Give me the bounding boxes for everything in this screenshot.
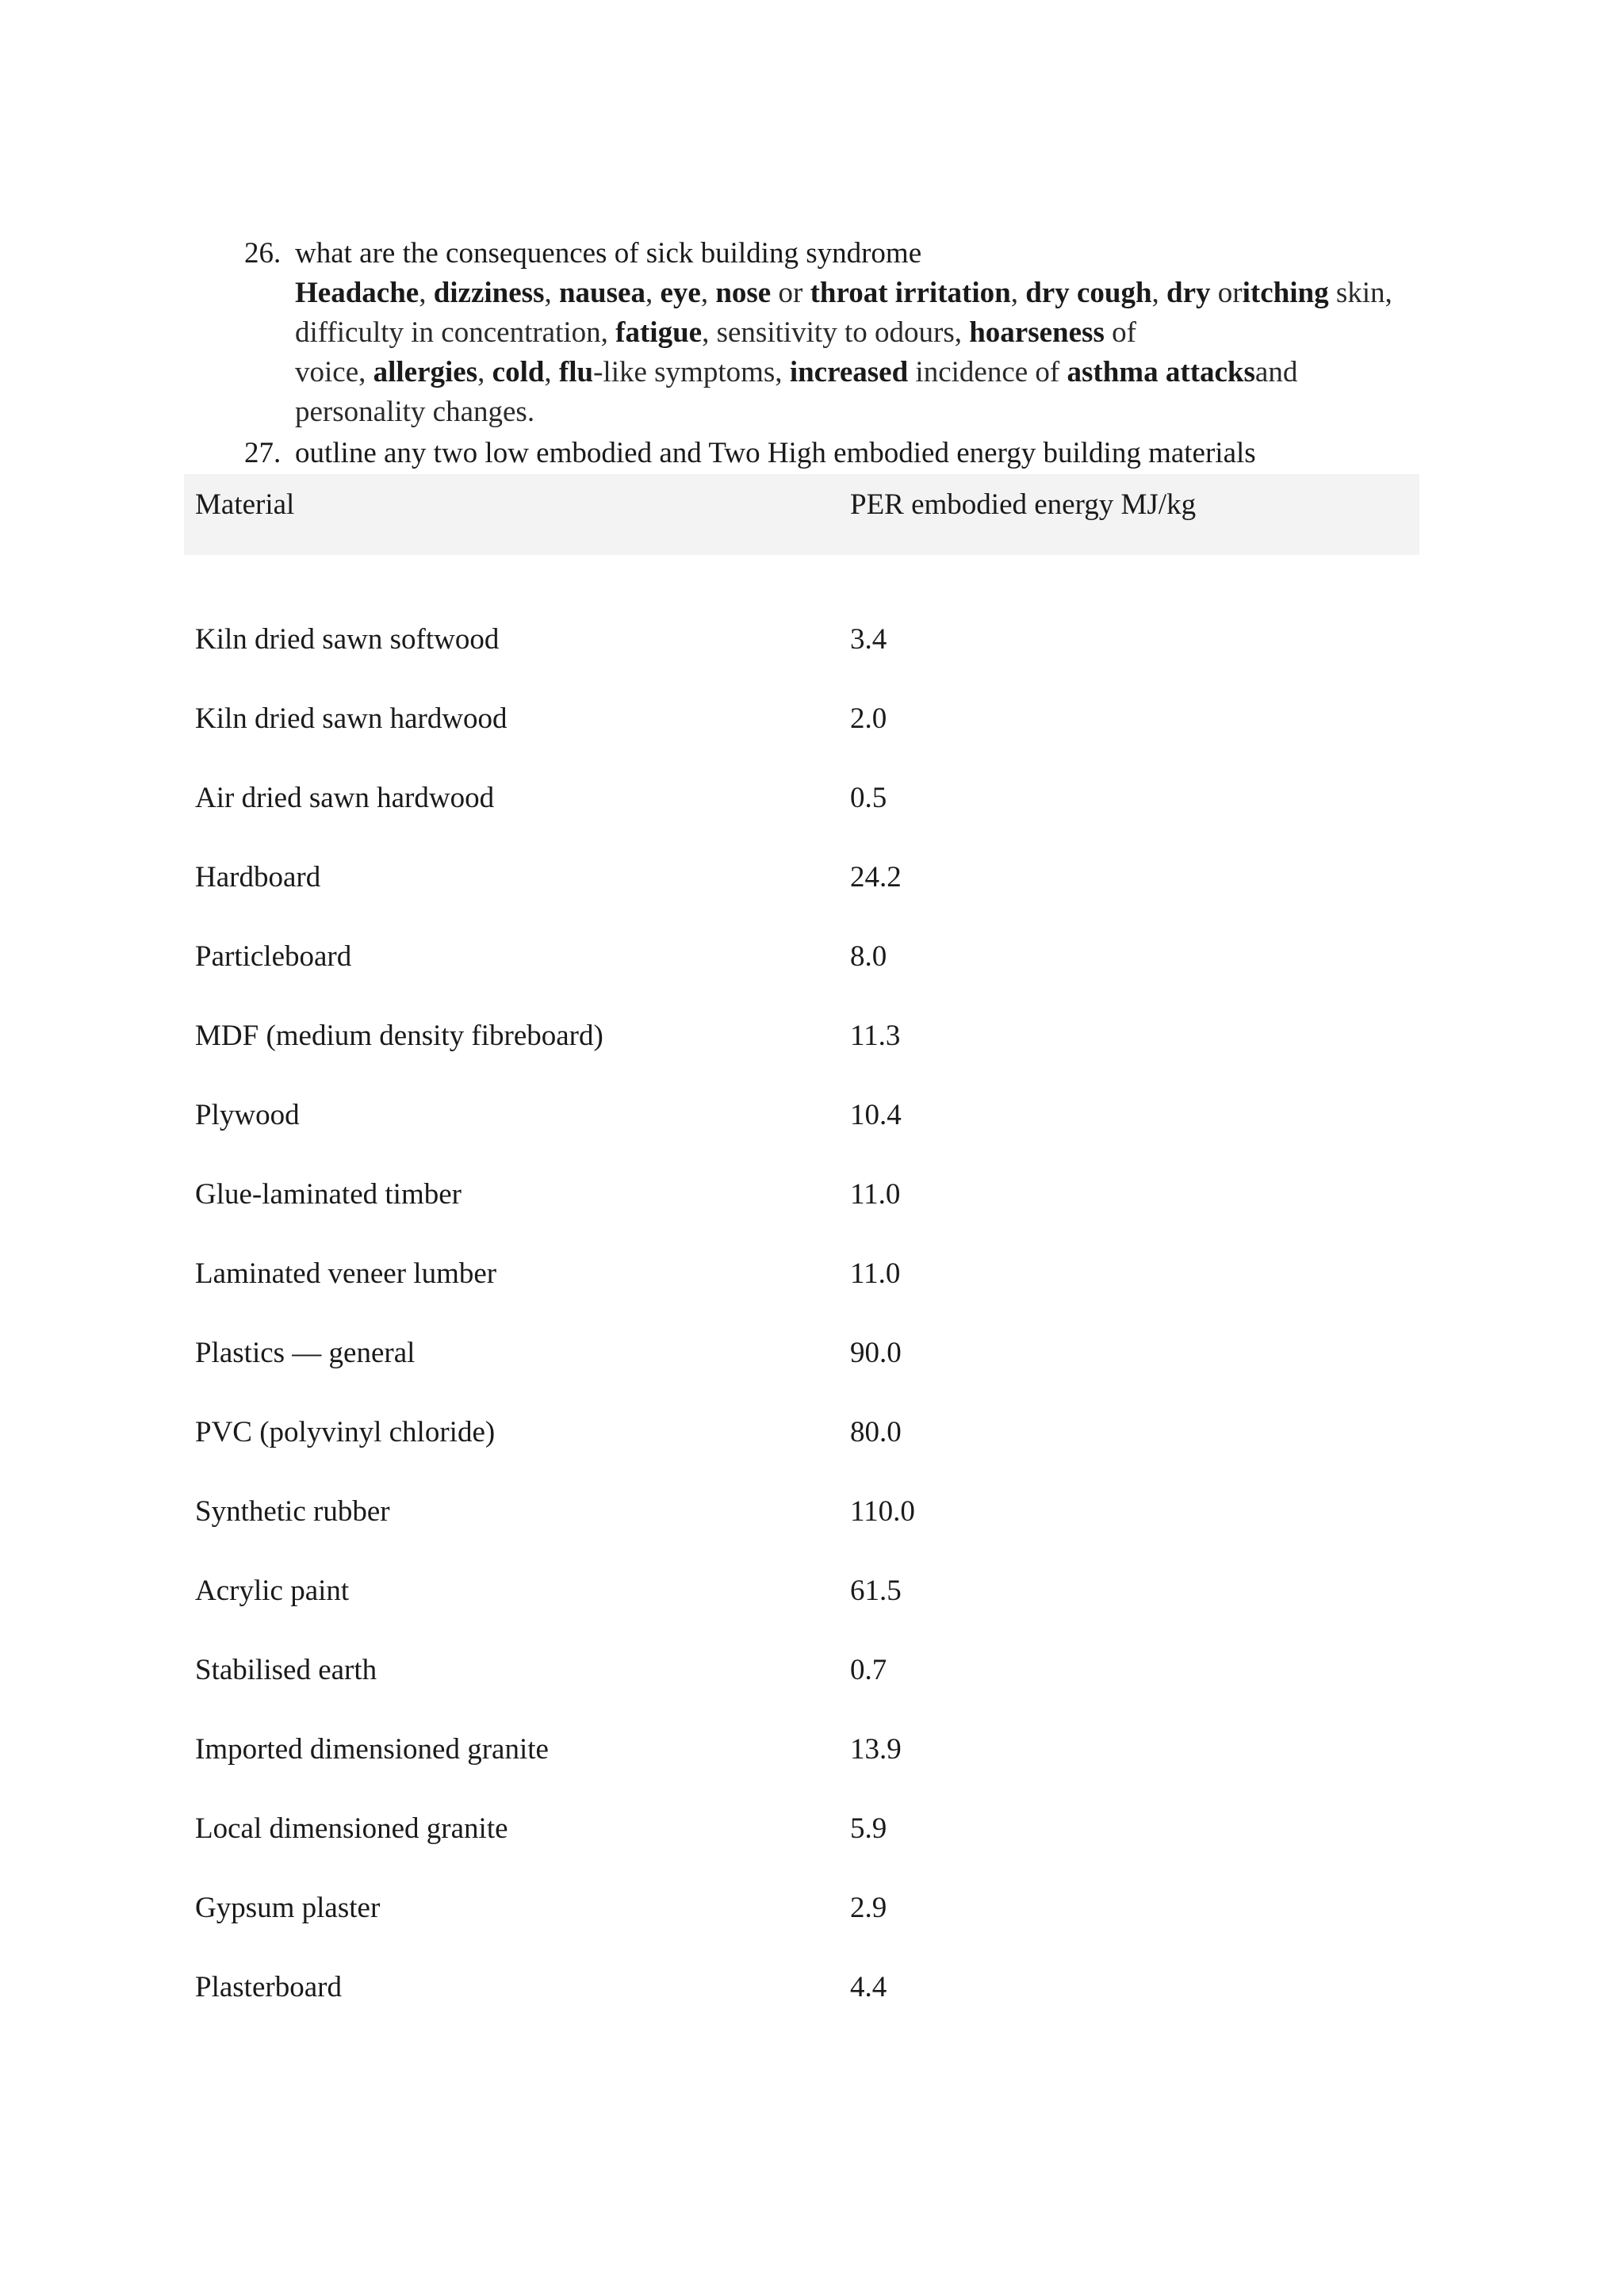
energy-value-cell: 8.0 — [850, 940, 887, 973]
material-cell: Plywood — [195, 1099, 300, 1131]
material-cell: Local dimensioned granite — [195, 1812, 508, 1845]
answer-text: , — [1151, 277, 1167, 309]
answer-bold-term: allergies — [373, 356, 478, 388]
energy-value-cell: 10.4 — [850, 1099, 902, 1131]
question-text: what are the consequences of sick building syndrome — [295, 237, 922, 270]
answer-text: , — [700, 277, 716, 309]
answer-bold-term: dizziness — [433, 277, 545, 309]
answer-text: difficulty in concentration, — [295, 316, 616, 349]
answer-bold-term: flu — [558, 356, 594, 388]
answer-text: , — [1010, 277, 1026, 309]
material-cell: Plastics — general — [195, 1337, 416, 1369]
material-cell: Acrylic paint — [195, 1575, 350, 1607]
answer-line — [295, 392, 534, 432]
answer-bold-term: increased — [789, 356, 909, 388]
answer-bold-term: dry cough — [1025, 277, 1152, 309]
material-cell: Laminated veneer lumber — [195, 1257, 497, 1290]
material-cell: Plasterboard — [195, 1971, 342, 2003]
answer-bold-term: nausea — [558, 277, 645, 309]
answer-text: personality changes. — [295, 396, 535, 428]
energy-value-cell: 5.9 — [850, 1812, 887, 1845]
answer-bold-term: nose — [715, 277, 772, 309]
answer-text: or — [771, 277, 810, 309]
material-cell: Glue-laminated timber — [195, 1178, 462, 1211]
answer-bold-term: throat irritation — [810, 277, 1011, 309]
answer-text: , — [544, 356, 559, 388]
answer-text: and — [1254, 356, 1298, 388]
energy-value-cell: 11.0 — [850, 1257, 901, 1290]
answer-text: voice, — [295, 356, 373, 388]
energy-value-cell: 90.0 — [850, 1337, 902, 1369]
material-cell: Hardboard — [195, 861, 321, 894]
energy-value-cell: 4.4 — [850, 1971, 887, 2003]
energy-value-cell: 0.7 — [850, 1654, 887, 1686]
answer-text: of — [1104, 316, 1136, 349]
material-cell: Gypsum plaster — [195, 1892, 381, 1924]
material-cell: Kiln dried sawn hardwood — [195, 702, 508, 735]
material-cell: Synthetic rubber — [195, 1495, 390, 1528]
answer-bold-term: itching — [1242, 277, 1329, 309]
energy-value-cell: 11.3 — [850, 1020, 901, 1052]
answer-line — [295, 353, 1297, 392]
answer-line — [295, 313, 1136, 353]
energy-value-cell: 80.0 — [850, 1416, 902, 1448]
answer-bold-term: eye — [660, 277, 701, 309]
question-text: outline any two low embodied and Two High embodied energy building materials — [295, 437, 1256, 469]
energy-value-cell: 2.0 — [850, 702, 887, 735]
table-header-row — [184, 474, 1419, 555]
material-cell: PVC (polyvinyl chloride) — [195, 1416, 496, 1448]
answer-bold-term: fatigue — [615, 316, 703, 349]
energy-value-cell: 11.0 — [850, 1178, 901, 1211]
material-cell: Imported dimensioned granite — [195, 1733, 549, 1766]
material-cell: Particleboard — [195, 940, 352, 973]
table-header-material: Material — [195, 488, 295, 521]
material-cell: Kiln dried sawn softwood — [195, 623, 500, 656]
material-cell: MDF (medium density fibreboard) — [195, 1020, 603, 1052]
energy-value-cell: 3.4 — [850, 623, 887, 656]
energy-value-cell: 61.5 — [850, 1575, 902, 1607]
energy-value-cell: 13.9 — [850, 1733, 902, 1766]
answer-text: -like symptoms, — [593, 356, 790, 388]
answer-bold-term: hoarseness — [969, 316, 1105, 349]
answer-text: skin, — [1328, 277, 1392, 309]
answer-bold-term: cold — [492, 356, 545, 388]
energy-value-cell: 2.9 — [850, 1892, 887, 1924]
question-number: 27. — [244, 437, 282, 469]
answer-text: incidence of — [908, 356, 1067, 388]
answer-text: , — [645, 277, 661, 309]
answer-text: , — [544, 277, 559, 309]
energy-value-cell: 110.0 — [850, 1495, 915, 1528]
energy-value-cell: 0.5 — [850, 782, 887, 814]
material-cell: Air dried sawn hardwood — [195, 782, 495, 814]
answer-line — [295, 274, 1392, 313]
answer-bold-term: asthma attacks — [1067, 356, 1255, 388]
answer-text: , — [477, 356, 492, 388]
energy-value-cell: 24.2 — [850, 861, 902, 894]
material-cell: Stabilised earth — [195, 1654, 377, 1686]
answer-bold-term: Headache — [295, 277, 419, 309]
answer-text: , sensitivity to odours, — [702, 316, 970, 349]
question-number: 26. — [244, 237, 282, 270]
answer-text: , — [419, 277, 434, 309]
answer-bold-term: dry — [1166, 277, 1211, 309]
answer-text: or — [1210, 277, 1243, 309]
table-header-energy: PER embodied energy MJ/kg — [850, 488, 1197, 521]
